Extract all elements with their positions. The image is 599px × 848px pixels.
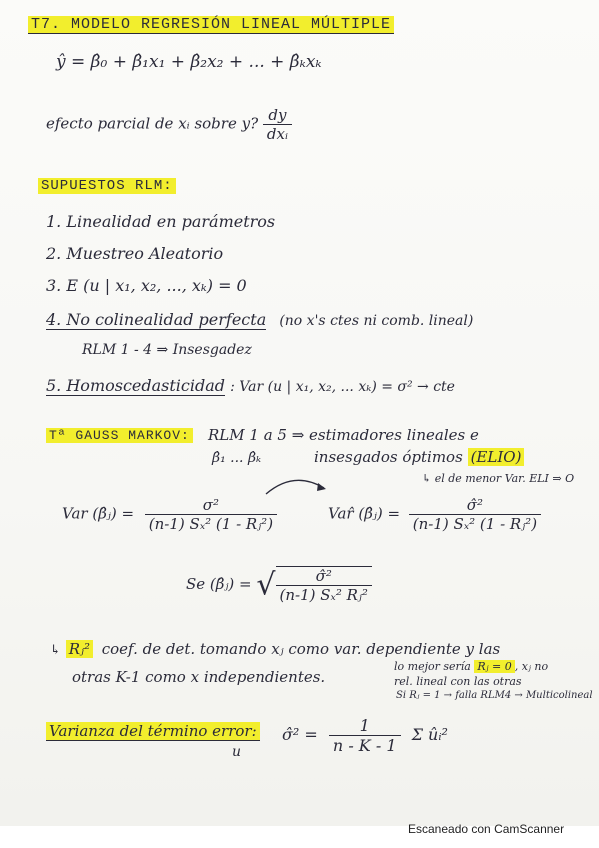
rj-side1-end: , xⱼ no <box>514 660 549 673</box>
scanner-watermark: Escaneado con CamScanner <box>408 822 565 836</box>
var-hat-denominator: (n-1) Sₓ² (1 - Rⱼ²) <box>412 515 538 533</box>
curved-arrow-icon <box>262 474 332 496</box>
gauss-markov-line2-text: insesgados óptimos <box>314 448 463 466</box>
var-hat-fraction <box>409 496 541 533</box>
elio-note: ↳ el de menor Var. ELI ⇒ O <box>422 472 575 485</box>
varianza-lhs: σ̂² = <box>282 725 318 744</box>
gauss-markov-heading <box>46 428 193 443</box>
rj-side2: rel. lineal con las otras <box>394 675 522 688</box>
varianza-denominator: n - K - 1 <box>332 736 397 755</box>
se-numerator: σ̂² <box>276 567 372 586</box>
varianza-formula <box>282 716 448 755</box>
page-title <box>28 16 394 33</box>
rj-line2: otras K-1 como x independientes. <box>72 668 326 686</box>
gauss-markov-estimators: β̂₁ ... β̂ₖ <box>212 450 262 466</box>
model-equation: ŷ = β̂₀ + β̂₁x₁ + β̂₂x₂ + ... + β̂ₖxₖ <box>56 52 322 72</box>
partial-effect-numerator: dy <box>263 106 292 125</box>
rj-highlight: Rⱼ² <box>66 640 93 658</box>
var-formula <box>62 496 277 533</box>
se-formula <box>186 566 372 604</box>
var-hat-numerator: σ̂² <box>409 496 541 515</box>
var-fraction <box>145 496 277 533</box>
var-denominator: (n-1) Sₓ² (1 - Rⱼ²) <box>148 515 274 533</box>
partial-effect <box>46 106 292 143</box>
gauss-markov-heading-text: Tª GAUSS MARKOV: <box>46 428 193 443</box>
supuesto-5-text: 5. Homoscedasticidad <box>46 376 226 395</box>
supuesto-3: 3. E (u | x₁, x₂, ..., xₖ) = 0 <box>46 276 247 295</box>
rlm-insesgadez-note: RLM 1 - 4 ⇒ Insesgadez <box>82 342 252 358</box>
gauss-markov-line1: RLM 1 a 5 ⇒ estimadores lineales e <box>208 426 479 444</box>
rj-side1 <box>394 660 548 673</box>
rj-zero-highlight: Rⱼ = 0 <box>474 660 514 673</box>
varianza-error <box>46 722 260 740</box>
arrow-return-icon: ↳ <box>50 643 61 658</box>
var-lhs: Var (β̂ⱼ) = <box>62 504 135 523</box>
varianza-label: Varianza del término error: <box>46 722 260 741</box>
var-hat-lhs: Var̂ (β̂ⱼ) = <box>328 504 401 523</box>
se-fraction <box>276 566 372 604</box>
sqrt-icon: √ <box>256 567 276 603</box>
se-lhs: Se (β̂ⱼ) = <box>186 575 252 593</box>
supuesto-4-text: 4. No colinealidad perfecta <box>46 310 267 329</box>
supuesto-2: 2. Muestreo Aleatorio <box>46 244 224 263</box>
supuestos-heading <box>38 178 176 194</box>
rj-line1: coef. de det. tomando xⱼ como var. dependiente y las <box>101 640 501 658</box>
varianza-sum: Σ ûᵢ² <box>411 725 448 744</box>
rj-side1-text: lo mejor sería <box>394 660 471 673</box>
supuesto-5 <box>46 376 455 395</box>
rj-note <box>50 640 500 658</box>
title-text: T7. MODELO REGRESIÓN LINEAL MÚLTIPLE <box>28 16 394 34</box>
varianza-numerator: 1 <box>329 716 401 736</box>
partial-effect-fraction <box>263 106 292 143</box>
supuesto-4 <box>46 310 473 329</box>
partial-effect-denominator: dxᵢ <box>266 125 288 143</box>
partial-effect-label: efecto parcial de xᵢ sobre y? <box>46 114 259 133</box>
supuesto-1: 1. Linealidad en parámetros <box>46 212 276 231</box>
varianza-fraction <box>329 716 401 755</box>
supuesto-4-note: (no x's ctes ni comb. lineal) <box>279 313 474 329</box>
varianza-u: u <box>232 744 242 760</box>
var-hat-formula <box>328 496 541 533</box>
rj-side3: Si Rⱼ = 1 → falla RLM4 → Multicolineal <box>396 690 593 701</box>
gauss-markov-line2 <box>314 448 524 466</box>
supuesto-5-formula: : Var (u | x₁, x₂, ... xₖ) = σ² → cte <box>230 379 455 395</box>
var-numerator: σ² <box>145 496 277 515</box>
supuestos-heading-text: SUPUESTOS RLM: <box>38 178 176 194</box>
elio-badge: (ELIO) <box>468 448 525 466</box>
se-denominator: (n-1) Sₓ² Rⱼ² <box>279 586 368 604</box>
